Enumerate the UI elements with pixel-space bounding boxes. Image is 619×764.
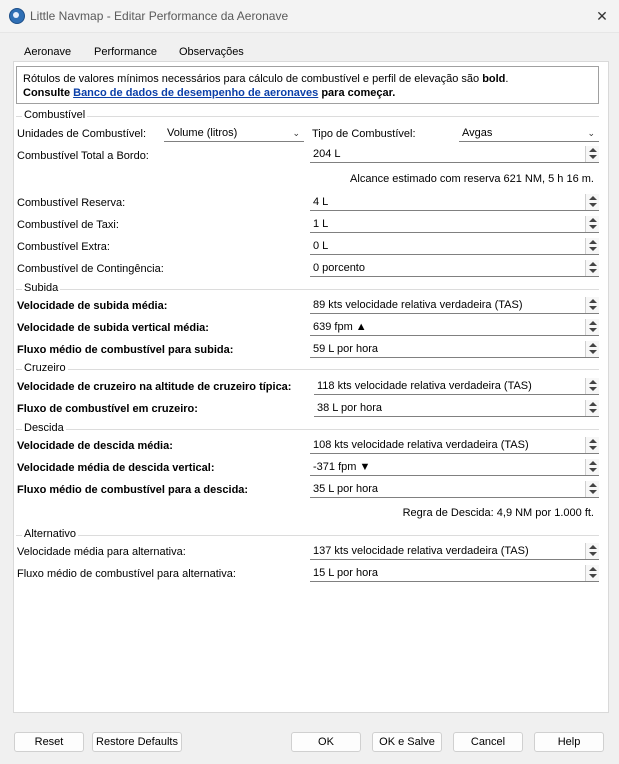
alternate-flow-spinbox[interactable]	[310, 565, 599, 582]
info-text: Rótulos de valores mínimos necessários para cálculo de combustível e perfil de elevação são	[23, 73, 480, 85]
spin-arrows-icon[interactable]	[585, 543, 599, 559]
restore-defaults-button[interactable]: Restore Defaults	[92, 732, 182, 752]
fuel-type-value: Avgas	[462, 127, 493, 139]
spin-arrows-icon[interactable]	[585, 341, 599, 357]
descent-group-label: Descida	[24, 422, 64, 434]
climb-speed-label: Velocidade de subida média:	[17, 300, 168, 312]
fuel-extra-label: Combustível Extra:	[17, 241, 110, 253]
alternate-group-line	[16, 535, 599, 536]
fuel-extra-value: 0 L	[313, 240, 329, 252]
spin-arrows-icon[interactable]	[585, 437, 599, 453]
fuel-total-label: Combustível Total a Bordo:	[17, 150, 149, 162]
info-box	[16, 66, 599, 104]
alternate-speed-label: Velocidade média para alternativa:	[17, 546, 186, 558]
help-button[interactable]: Help	[534, 732, 604, 752]
fuel-group-label: Combustível	[24, 109, 86, 121]
ok-save-button[interactable]: OK e Salve	[372, 732, 442, 752]
climb-vs-value: 639 fpm ▲	[313, 321, 367, 333]
info-line-1	[23, 72, 592, 86]
spin-arrows-icon[interactable]	[585, 216, 599, 232]
descent-vs-value: -371 fpm ▼	[313, 461, 371, 473]
info-consult: Consulte	[23, 87, 71, 99]
climb-group-label: Subida	[24, 282, 59, 294]
alternate-flow-value: 15 L por hora	[313, 567, 379, 579]
range-note: Alcance estimado com reserva 621 NM, 5 h 16 m.	[350, 173, 594, 185]
tab-aeronave[interactable]: Aeronave	[24, 46, 72, 58]
info-period: .	[505, 73, 509, 85]
descent-speed-label: Velocidade de descida média:	[17, 440, 173, 452]
fuel-taxi-value: 1 L	[313, 218, 329, 230]
reset-button[interactable]: Reset	[14, 732, 84, 752]
fuel-taxi-label: Combustível de Taxi:	[17, 219, 119, 231]
descent-vs-label: Velocidade média de descida vertical:	[17, 462, 215, 474]
climb-group-line	[16, 289, 599, 290]
fuel-extra-spinbox[interactable]	[310, 238, 599, 255]
descent-flow-spinbox[interactable]	[310, 481, 599, 498]
descent-speed-spinbox[interactable]	[310, 437, 599, 454]
spin-arrows-icon[interactable]	[585, 319, 599, 335]
climb-flow-value: 59 L por hora	[313, 343, 379, 355]
spin-arrows-icon[interactable]	[585, 146, 599, 162]
fuel-group-line	[16, 116, 599, 117]
descent-flow-label: Fluxo médio de combustível para a descida:	[17, 484, 249, 496]
alternate-speed-value: 137 kts velocidade relativa verdadeira (TAS)	[313, 545, 529, 557]
climb-speed-spinbox[interactable]	[310, 297, 599, 314]
fuel-total-spinbox[interactable]	[310, 146, 599, 163]
fuel-contingency-spinbox[interactable]	[310, 260, 599, 277]
info-bold-word: bold	[482, 73, 506, 85]
fuel-units-label: Unidades de Combustível:	[17, 128, 147, 140]
tab-performance[interactable]: Performance	[94, 46, 157, 58]
climb-vs-label: Velocidade de subida vertical média:	[17, 322, 209, 334]
tab-observacoes[interactable]: Observações	[179, 46, 244, 58]
descent-rule-note: Regra de Descida: 4,9 NM por 1.000 ft.	[402, 507, 594, 519]
window-title: Little Navmap - Editar Performance da Aeronave	[30, 9, 289, 23]
fuel-taxi-spinbox[interactable]	[310, 216, 599, 233]
cancel-button[interactable]: Cancel	[453, 732, 523, 752]
spin-arrows-icon[interactable]	[585, 238, 599, 254]
spin-arrows-icon[interactable]	[585, 194, 599, 210]
climb-speed-value: 89 kts velocidade relativa verdadeira (TAS)	[313, 299, 523, 311]
fuel-units-combo[interactable]	[164, 125, 304, 142]
spin-arrows-icon[interactable]	[585, 565, 599, 581]
cruise-group-label: Cruzeiro	[24, 362, 66, 374]
chevron-down-icon: ⌄	[292, 128, 300, 138]
cruise-group-line	[16, 369, 599, 370]
ok-button[interactable]: OK	[291, 732, 361, 752]
close-icon[interactable]: ✕	[596, 7, 608, 24]
fuel-total-value: 204 L	[313, 148, 341, 160]
alternate-group-label: Alternativo	[24, 528, 76, 540]
descent-speed-value: 108 kts velocidade relativa verdadeira (TAS)	[313, 439, 529, 451]
info-suffix: para começar.	[321, 87, 396, 99]
spin-arrows-icon[interactable]	[585, 481, 599, 497]
fuel-type-combo[interactable]	[459, 125, 599, 142]
climb-vs-spinbox[interactable]	[310, 319, 599, 336]
chevron-down-icon: ⌄	[587, 128, 595, 138]
fuel-units-value: Volume (litros)	[167, 127, 238, 139]
cruise-flow-value: 38 L por hora	[317, 402, 383, 414]
fuel-type-label: Tipo de Combustível:	[312, 128, 416, 140]
fuel-reserve-value: 4 L	[313, 196, 329, 208]
fuel-reserve-label: Combustível Reserva:	[17, 197, 126, 209]
cruise-flow-spinbox[interactable]	[314, 400, 599, 417]
alternate-flow-label: Fluxo médio de combustível para alternativa:	[17, 568, 236, 580]
cruise-speed-value: 118 kts velocidade relativa verdadeira (TAS)	[317, 380, 532, 392]
descent-vs-spinbox[interactable]	[310, 459, 599, 476]
fuel-reserve-spinbox[interactable]	[310, 194, 599, 211]
performance-database-link[interactable]: Banco de dados de desempenho de aeronaves	[73, 87, 319, 99]
cruise-speed-spinbox[interactable]	[314, 378, 599, 395]
spin-arrows-icon[interactable]	[585, 400, 599, 416]
spin-arrows-icon[interactable]	[585, 459, 599, 475]
descent-group-line	[16, 429, 599, 430]
climb-flow-spinbox[interactable]	[310, 341, 599, 358]
spin-arrows-icon[interactable]	[585, 260, 599, 276]
little-navmap-icon	[9, 8, 25, 24]
descent-flow-value: 35 L por hora	[313, 483, 379, 495]
alternate-speed-spinbox[interactable]	[310, 543, 599, 560]
spin-arrows-icon[interactable]	[585, 297, 599, 313]
spin-arrows-icon[interactable]	[585, 378, 599, 394]
climb-flow-label: Fluxo médio de combustível para subida:	[17, 344, 234, 356]
info-line-2	[23, 86, 592, 100]
fuel-contingency-value: 0 porcento	[313, 262, 365, 274]
fuel-contingency-label: Combustível de Contingência:	[17, 263, 164, 275]
cruise-speed-label: Velocidade de cruzeiro na altitude de cruzeiro típica:	[17, 381, 292, 393]
cruise-flow-label: Fluxo de combustível em cruzeiro:	[17, 403, 198, 415]
